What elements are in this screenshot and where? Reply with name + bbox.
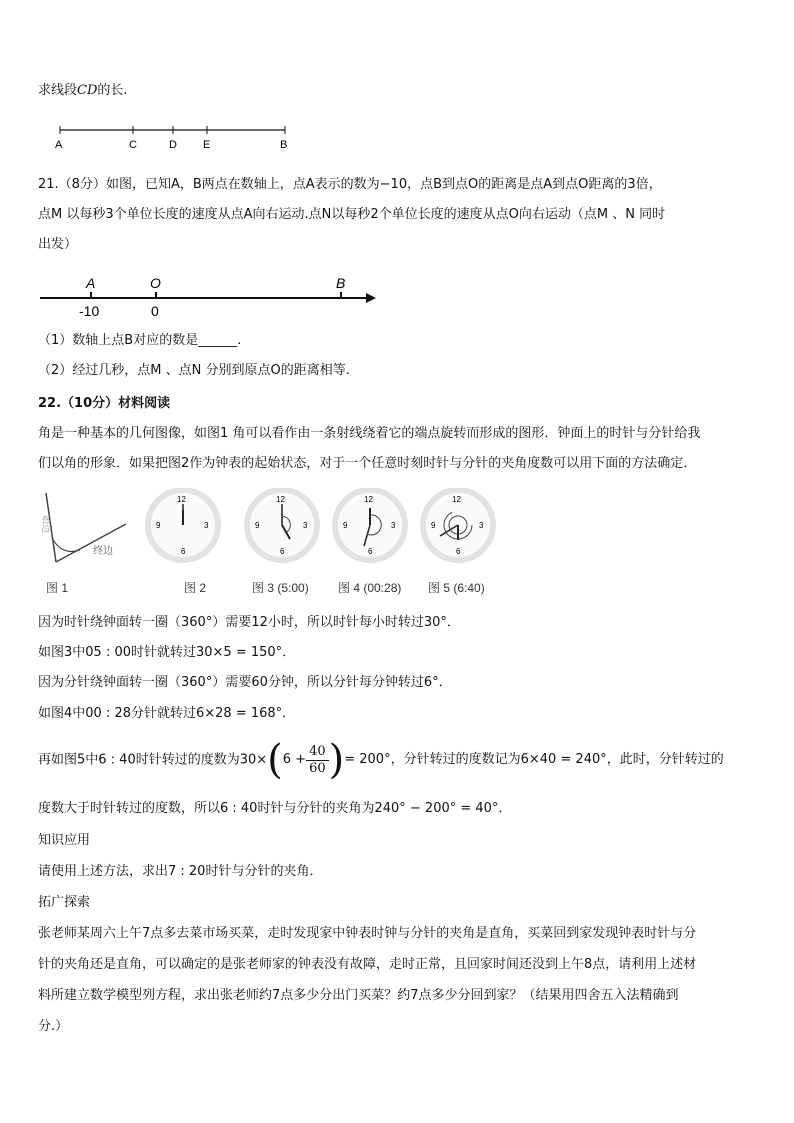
clock-num-12: 12 xyxy=(364,495,373,504)
q20-var: CD xyxy=(77,83,98,98)
point-b-label: B xyxy=(336,275,346,291)
clock-figures xyxy=(38,488,508,598)
segment-figure xyxy=(40,120,310,152)
label-c: C xyxy=(129,139,137,151)
label-d: D xyxy=(169,139,177,151)
end-side-label: 终边 xyxy=(93,546,113,557)
q22-l11: 分.） xyxy=(38,1019,69,1034)
l5-before: 再如图5中6 : 40时针转过的度数为30× xyxy=(38,752,268,768)
q22-h2: 拓广探索 xyxy=(38,895,91,910)
q22-l4: 如图4中00 : 28分针就转过6×28 = 168°． xyxy=(38,706,296,721)
fraction-numerator: 40 xyxy=(306,744,329,761)
clock-num-3: 3 xyxy=(303,521,308,530)
q22-p2: 们以角的形象．如果把图2作为钟表的起始状态，对于一个任意时刻时针与分针的夹角度数可以用下面的方法确定． xyxy=(38,456,697,471)
q22-l9: 针的夹角还是直角，可以确定的是张老师家的钟表没有故障，走时正常，且回家时间还没到上午8点，请利用上述材 xyxy=(38,957,697,972)
point-o-label: O xyxy=(150,275,161,291)
clock-num-9: 9 xyxy=(255,521,260,530)
fig4-caption: 图 4 (00:28) xyxy=(338,581,402,595)
clock-num-9: 9 xyxy=(431,521,436,530)
q20-prefix: 求线段 xyxy=(38,83,78,98)
q22-p1: 角是一种基本的几何图像，如图1 角可以看作由一条射线绕着它的端点旋转而形成的图形．钟面上的时针与分针给我 xyxy=(38,426,701,441)
label-b: B xyxy=(280,139,288,151)
fig1-angle xyxy=(41,493,126,562)
start-side-label: 始边 xyxy=(41,515,51,534)
clock-num-6: 6 xyxy=(368,547,373,556)
fraction xyxy=(306,744,329,777)
clock-num-9: 9 xyxy=(343,521,348,530)
q22-title: 22.（10分）材料阅读 xyxy=(38,396,171,411)
l5-after: = 200°，分针转过的度数记为6×40 = 240°，此时，分针转过的 xyxy=(344,752,724,767)
rotation-arc xyxy=(52,538,80,552)
l5-inner: 6 + xyxy=(282,752,307,767)
end-ray xyxy=(56,524,126,562)
label-a: A xyxy=(55,139,63,151)
number-line-figure xyxy=(38,270,383,322)
q22-l6: 度数大于时针转过的度数，所以6 : 40时针与分针的夹角为240° − 200° = 40°． xyxy=(38,801,512,816)
value-a-label: -10 xyxy=(79,303,100,319)
q21-line1: 21.（8分）如图，已知A，B两点在数轴上，点A表示的数为−10，点B到点O的距离是点A到点O距离的3倍， xyxy=(38,177,662,192)
clock-num-12: 12 xyxy=(276,495,285,504)
value-o-label: 0 xyxy=(151,303,159,319)
q22-l1: 因为时针绕钟面转一圈（360°）需要12小时，所以时针每小时转过30°． xyxy=(38,615,460,630)
clock-2 xyxy=(148,490,218,560)
q22-l5 xyxy=(38,738,724,782)
clock-4 xyxy=(335,490,405,560)
clock-num-6: 6 xyxy=(280,547,285,556)
clock-5 xyxy=(423,490,493,560)
q22-l3: 因为分针绕钟面转一圈（360°）需要60分钟，所以分针每分钟转过6°． xyxy=(38,675,452,690)
q22-l10: 料所建立数学模型列方程，求出张老师约7点多少分出门买菜？约7点多少分回到家？（结果用四舍五入法精确到 xyxy=(38,988,679,1003)
q20-text xyxy=(38,82,128,100)
q21-line2: 点M 以每秒3个单位长度的速度从点A向右运动.点N以每秒2个单位长度的速度从点O向右运动（点M 、N 同时 xyxy=(38,207,666,222)
fig1-caption: 图 1 xyxy=(46,581,69,595)
point-a-label: A xyxy=(86,275,96,291)
q21-line3: 出发） xyxy=(38,237,78,252)
q21-sub1: （1）数轴上点B对应的数是______. xyxy=(38,333,242,348)
clock-num-3: 3 xyxy=(391,521,396,530)
left-paren: ( xyxy=(267,737,283,783)
q21-sub2: （2）经过几秒，点M 、点N 分别到原点O的距离相等. xyxy=(38,363,350,378)
fraction-denominator: 60 xyxy=(309,760,326,776)
label-e: E xyxy=(203,139,211,151)
clock-num-9: 9 xyxy=(156,521,161,530)
fig2-caption: 图 2 xyxy=(184,581,207,595)
q20-suffix: 的长. xyxy=(97,83,128,98)
clock-num-12: 12 xyxy=(452,495,461,504)
q22-l8: 张老师某周六上午7点多去菜市场买菜，走时发现家中钟表时钟与分针的夹角是直角，买菜回到家发现钟表时针与分 xyxy=(38,926,697,941)
q22-h1: 知识应用 xyxy=(38,833,91,848)
q22-l7: 请使用上述方法，求出7 : 20时针与分针的夹角． xyxy=(38,864,323,879)
q22-l2: 如图3中05 : 00时针就转过30×5 = 150°． xyxy=(38,645,296,660)
clock-num-3: 3 xyxy=(479,521,484,530)
right-paren: ) xyxy=(328,737,345,783)
clock-num-3: 3 xyxy=(204,521,209,530)
fig5-caption: 图 5 (6:40) xyxy=(428,581,485,595)
clock-3 xyxy=(247,490,317,560)
arrow-head-icon xyxy=(366,293,376,303)
fig3-caption: 图 3 (5:00) xyxy=(252,581,309,595)
clock-num-6: 6 xyxy=(456,547,461,556)
clock-num-6: 6 xyxy=(181,547,186,556)
clock-num-12: 12 xyxy=(177,495,186,504)
